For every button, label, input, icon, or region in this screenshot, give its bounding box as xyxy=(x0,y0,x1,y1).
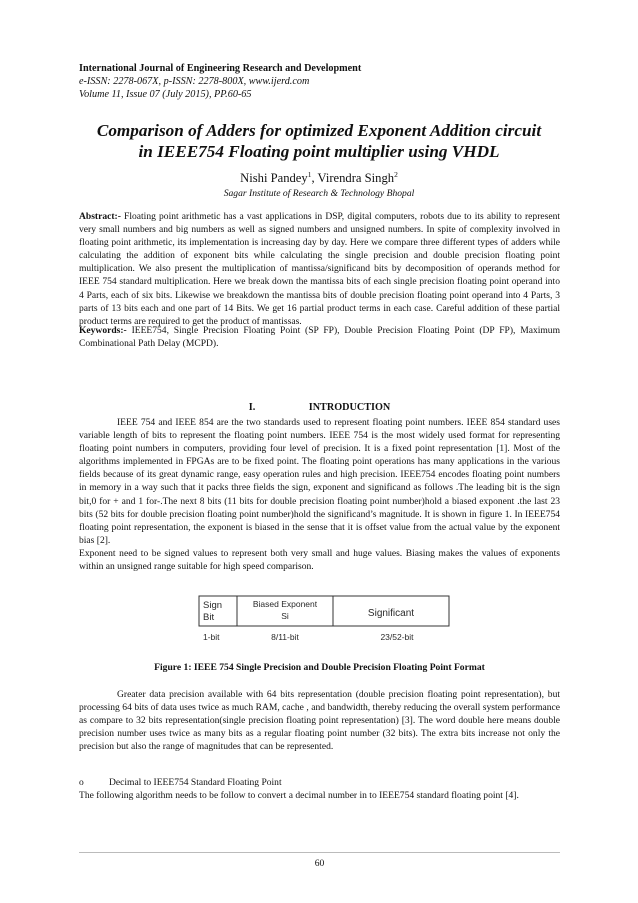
journal-name: International Journal of Engineering Research and Development xyxy=(79,63,362,74)
journal-volume: Volume 11, Issue 07 (July 2015), PP.60-65 xyxy=(79,89,252,100)
significand-label: Significant xyxy=(367,608,415,619)
footer-rule xyxy=(79,852,560,853)
author-2-affil-mark: 2 xyxy=(394,170,398,179)
author-1: Nishi Pandey xyxy=(240,171,308,186)
figure-1-caption: Figure 1: IEEE 754 Single Precision and Double Precision Floating Point Format xyxy=(154,662,485,673)
title-line-1: Comparison of Adders for optimized Exponent Addition circuit xyxy=(96,121,542,140)
bullet-text: Decimal to IEEE754 Standard Floating Point xyxy=(109,777,282,788)
algorithm-intro-paragraph: The following algorithm needs to be follow to convert a decimal number in to IEEE754 standard floating point [4]. xyxy=(79,790,519,801)
intro-paragraph-1: IEEE 754 and IEEE 854 are the two standards used to represent floating point numbers. IEEE 854 standard uses variable length of bits to represent the floating point numbers. IEEE 754 is the most widely used format for representing floating point numbers in computers, providing four level of precision. It is a fixed point representation [1]. Most of the algorithms implemented in FPGAs are to be fixed point. The floating point operations has many applications in the various fields because of its great dynamic range, easy operation rules and high precision. IEEE754 encodes floating point numbers in memory in a way such that it packs three fields the sign, exponent and significand as follows .The leading bit is the sign bit,0 for + and 1 for-.The next 8 bits (11 bits for double precision floating point number)hold a biased exponent .the last 23 bits (52 bits for double precision floating point number)hold the significand’s magnitude. It is shown in figure 1. In IEEE754 floating point representation, the exponent is biased in the sense that it is offset value from the actual value by the exponent bias [2]. xyxy=(79,417,560,546)
author-separator: , xyxy=(311,171,318,186)
keywords-text: IEEE754, Single Precision Floating Point (SP FP), Double Precision Floating Point (DP FP), Maximum Combinational Path Delay (MCPD). xyxy=(79,325,560,350)
abstract-text: Floating point arithmetic has a vast applications in DSP, digital computers, robots due to its ability to represent very small numbers and big numbers as well as signed numbers and unsigned numbers. In spite of complexity involved in floating point arithmetic, its implementation is increasing day by day. Here we compare three different types of adders while calculating the addition of exponent bits while calculating the single precision and double precision floating point multiplication. We also present the multiplication of mantissa/significand bits by decomposition of operands method for IEEE 754 standard multiplication. Here we break down the mantissa bits of each single precision floating point operand into 4 Parts, each of six bits. Likewise we breakdown the mantissa bits of double precision floating point operand into 4 Parts, 3 parts of 13 bits each and one part of 14 Bits. We get 16 partial product terms in each case. Careful addition of these partial product terms are required to get the product of mantissas. xyxy=(79,211,560,327)
author-list xyxy=(79,170,559,186)
keywords xyxy=(79,324,560,350)
abstract xyxy=(79,210,560,328)
significand-bit-width: 23/52-bit xyxy=(380,632,414,642)
author-1-affil-mark: 1 xyxy=(307,170,312,179)
intro-paragraph-2: Exponent need to be signed values to represent both very small and huge values. Biasing makes the values of exponents within an unsigned range suitable for high speed comparison. xyxy=(79,547,560,573)
keywords-label: Keywords:- xyxy=(79,325,127,336)
author-2: Virendra Singh xyxy=(317,171,395,186)
journal-issn: e-ISSN: 2278-067X, p-ISSN: 2278-800X, www.ijerd.com xyxy=(79,76,310,87)
section-heading-introduction xyxy=(79,402,560,413)
exponent-label-line-1: Biased Exponent xyxy=(252,599,318,609)
paper-title xyxy=(60,120,578,162)
introduction-body xyxy=(79,416,560,573)
figure-1-ieee754-format xyxy=(191,592,453,644)
bullet-mark: o xyxy=(79,777,84,788)
page-number: 60 xyxy=(314,858,325,869)
sign-bit-width: 1-bit xyxy=(203,632,220,642)
ieee754-format-diagram xyxy=(191,592,453,644)
abstract-label: Abstract:- xyxy=(79,211,121,222)
affiliation: Sagar Institute of Research & Technology Bhopal xyxy=(223,188,415,199)
journal-header xyxy=(79,62,569,101)
title-line-2: in IEEE754 Floating point multiplier using VHDL xyxy=(138,142,500,161)
precision-paragraph: Greater data precision available with 64 bits representation (double precision floating point representation), but processing 64 bits of data uses twice as much RAM, cache , and bandwidth, thereby reducing the overall system performance as compare to 32 bits representation(single precision floating point representation) [3]. The word double here means double precision number uses twice as many bits as a regular floating point number (32 bits). The extra bits increase not only the precision but also the range of magnitudes that can be represented. xyxy=(79,689,560,753)
sign-label-line-1: Sign xyxy=(203,600,223,611)
sign-label-line-2: Bit xyxy=(203,612,215,623)
section-number: I. xyxy=(248,402,256,413)
exponent-bit-width: 8/11-bit xyxy=(271,632,299,642)
exponent-label-line-2: Si xyxy=(281,611,289,621)
section-title: INTRODUCTION xyxy=(308,402,391,413)
bullet-decimal-to-ieee754 xyxy=(79,776,560,789)
